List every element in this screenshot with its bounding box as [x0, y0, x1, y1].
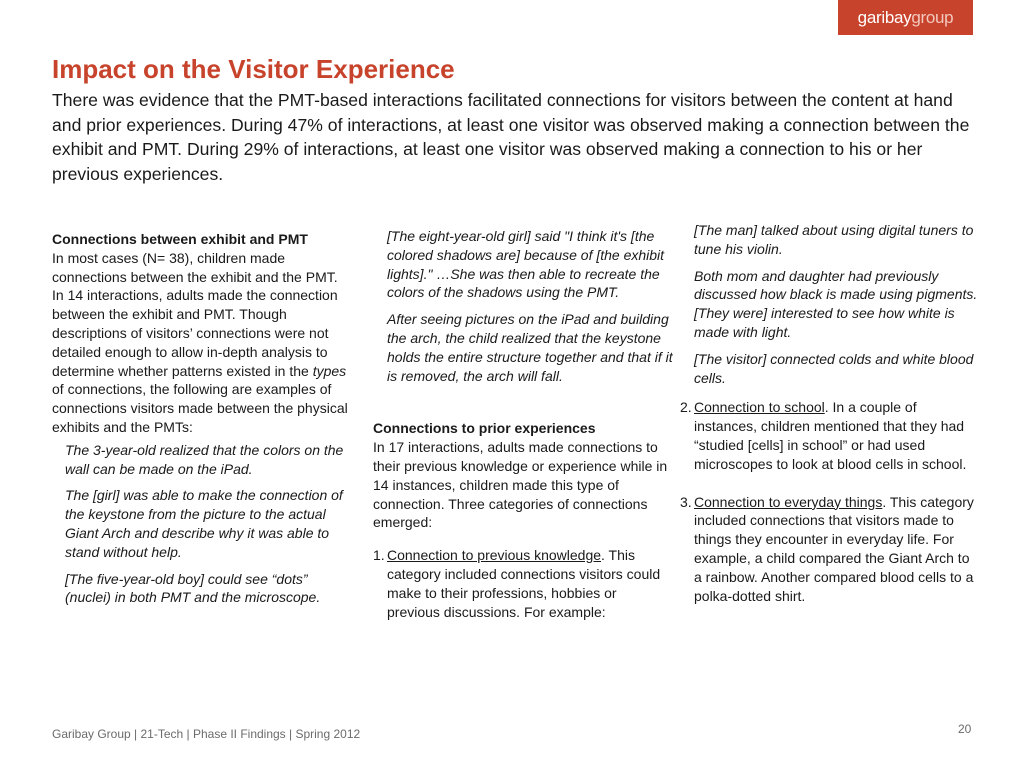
- item-body: [694, 398, 980, 473]
- heading-exhibit-pmt: Connections between exhibit and PMT: [52, 231, 308, 247]
- column-prior-experiences: [373, 227, 673, 621]
- quote: [The five-year-old boy] could see “dots” (nuclei) in both PMT and the microscope.: [65, 570, 321, 606]
- garibay-group-logo: [838, 0, 973, 35]
- item-body: [694, 493, 980, 606]
- exhibit-pmt-body: [52, 249, 352, 437]
- item-link-school[interactable]: Connection to school: [694, 399, 825, 416]
- numbered-item-1: [373, 546, 673, 621]
- item-text: . In a couple of instances, children mentioned that they had “studied [cells] in school” or had used microscopes to look at blood cells in school.: [694, 399, 967, 472]
- quote: The [girl] was able to make the connection of the keystone from the picture to the actual Giant Arch and describe why it was able to stand without help.: [65, 487, 343, 560]
- item-text: . This category included connections visitors could make to their professions, hobbies or previous discussions. For example:: [387, 547, 661, 620]
- item-number: 3.: [680, 493, 692, 510]
- numbered-item-2: [680, 398, 980, 473]
- exhibit-pmt-body-a: In most cases (N= 38), children made connections between the exhibit and the PMT. In 14 interactions, adults made the connection between the exhibit and PMT. Though descriptions of visitors’ connections were not detailed enough to allow in-depth analysis to determine whether patterns existed in the: [52, 249, 338, 379]
- item-link-previous-knowledge[interactable]: Connection to previous knowledge: [387, 547, 602, 564]
- column-connection-categories: [680, 221, 980, 605]
- exhibit-pmt-body-em: types: [312, 362, 347, 379]
- column-exhibit-pmt: [52, 230, 352, 615]
- item-link-everyday-things[interactable]: Connection to everyday things: [694, 493, 883, 510]
- logo-text-group: group: [911, 7, 954, 27]
- item-number: 1.: [373, 547, 385, 564]
- numbered-item-3: [680, 493, 980, 606]
- quote: The 3-year-old realized that the colors on the wall can be made on the iPad.: [65, 441, 344, 477]
- quote: [The man] talked about using digital tuners to tune his violin.: [694, 222, 974, 257]
- quote: After seeing pictures on the iPad and building the arch, the child realized that the keystone holds the entire structure together and that if it is removed, the arch will fall.: [387, 311, 673, 384]
- logo-text-garibay: garibay: [857, 7, 912, 27]
- page-title: Impact on the Visitor Experience: [52, 54, 455, 84]
- item-number: 2.: [680, 399, 692, 416]
- item-body: [387, 546, 673, 621]
- exhibit-pmt-body-b: of connections, the following are examples of connections visitors made between the physical exhibits and the PMTs:: [52, 381, 348, 435]
- page-number: 20: [958, 722, 972, 736]
- quote: [The visitor] connected colds and white blood cells.: [694, 350, 974, 386]
- footer: Garibay Group | 21-Tech | Phase II Findings | Spring 2012: [52, 727, 361, 741]
- prior-experiences-body: In 17 interactions, adults made connections to their previous knowledge or experience while in 14 instances, children made this type of connection. Three categories of connections emerged:: [373, 439, 668, 531]
- item-text: . This category included connections that visitors made to things they encounter in everyday life. For example, a child compared the Giant Arch to a rainbow. Another compared blood cells to a polka-dotted shirt.: [694, 493, 974, 604]
- heading-prior-experiences: Connections to prior experiences: [373, 420, 596, 437]
- quote: [The eight-year-old girl] said "I think it's [the colored shadows are] because of [the exhibit lights]." …She was then able to recreate the colors of the shadows using the PMT.: [387, 228, 665, 301]
- quote: Both mom and daughter had previously discussed how black is made using pigments. [They were] interested to see how white is made with light.: [694, 267, 978, 340]
- intro-paragraph: There was evidence that the PMT-based interactions facilitated connections for visitors between the content at hand and prior experiences. During 47% of interactions, at least one visitor was observed making a connection between the exhibit and PMT. During 29% of interactions, at least one visitor was observed making a connection to his or her previous experiences.: [52, 90, 970, 184]
